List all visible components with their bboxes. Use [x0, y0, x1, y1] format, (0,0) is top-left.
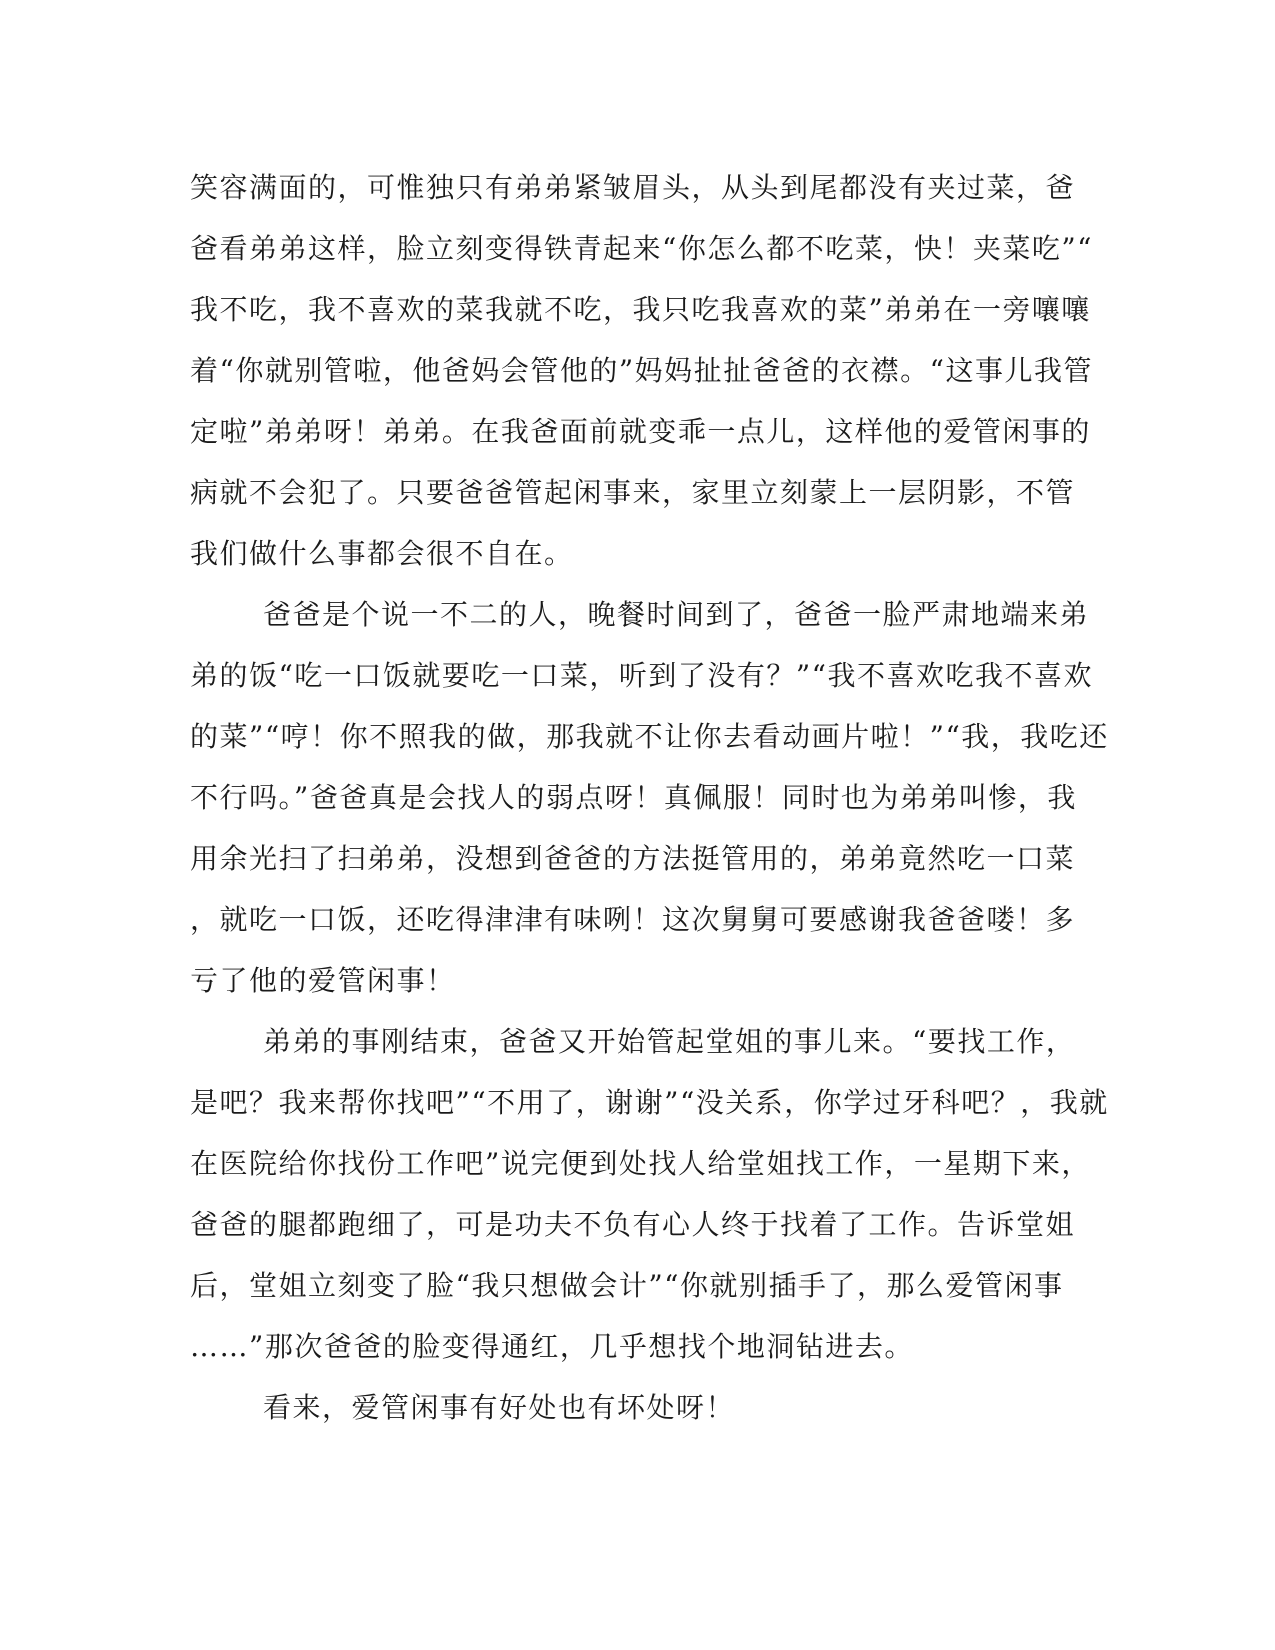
- text-line: 我不吃，我不喜欢的菜我就不吃，我只吃我喜欢的菜”弟弟在一旁嚷嚷: [190, 293, 1091, 326]
- text-line: 笑容满面的，可惟独只有弟弟紧皱眉头，从头到尾都没有夹过菜，爸: [190, 171, 1076, 204]
- paragraph-1: [190, 157, 1093, 584]
- text-line: 定啦”弟弟呀！弟弟。在我爸面前就变乖一点儿，这样他的爱管闲事的: [190, 415, 1091, 448]
- text-line: 的菜”“哼！你不照我的做，那我就不让你去看动画片啦！”“我，我吃还: [190, 720, 1109, 753]
- text-line: 弟弟的事刚结束，爸爸又开始管起堂姐的事儿来。“要找工作，: [263, 1025, 1076, 1058]
- paragraph-4: [190, 1377, 1090, 1438]
- text-line: 亏了他的爱管闲事！: [190, 964, 456, 997]
- text-line: 爸爸是个说一不二的人，晚餐时间到了，爸爸一脸严肃地端来弟: [263, 598, 1090, 631]
- text-line: 病就不会犯了。只要爸爸管起闲事来，家里立刻蒙上一层阴影，不管: [190, 476, 1076, 509]
- text-line: 后，堂姐立刻变了脸“我只想做会计”“你就别插手了，那么爱管闲事: [190, 1269, 1064, 1302]
- text-line: 是吧？我来帮你找吧”“不用了，谢谢”“没关系，你学过牙科吧？，我就: [190, 1086, 1109, 1119]
- text-line: 弟的饭“吃一口饭就要吃一口菜，听到了没有？”“我不喜欢吃我不喜欢: [190, 659, 1093, 692]
- text-line: 用余光扫了扫弟弟，没想到爸爸的方法挺管用的，弟弟竟然吃一口菜: [190, 842, 1076, 875]
- text-line: 不行吗。”爸爸真是会找人的弱点呀！真佩服！同时也为弟弟叫惨，我: [190, 781, 1077, 814]
- text-line: ，就吃一口饭，还吃得津津有味咧！这次舅舅可要感谢我爸爸喽！多: [190, 903, 1076, 936]
- paragraph-3: [190, 1011, 1109, 1377]
- text-line: ……”那次爸爸的脸变得通红，几乎想找个地洞钻进去。: [190, 1330, 914, 1363]
- text-line: 着“你就别管啦，他爸妈会管他的”妈妈扯扯爸爸的衣襟。“这事儿我管: [190, 354, 1093, 387]
- text-line: 爸看弟弟这样，脸立刻变得铁青起来“你怎么都不吃菜，快！夹菜吃”“: [190, 232, 1093, 265]
- paragraph-2: [190, 584, 1109, 1011]
- body-text: [190, 157, 1109, 1438]
- text-line: 爸爸的腿都跑细了，可是功夫不负有心人终于找着了工作。告诉堂姐: [190, 1208, 1076, 1241]
- text-line: 我们做什么事都会很不自在。: [190, 537, 574, 570]
- text-line: 看来，爱管闲事有好处也有坏处呀！: [263, 1391, 736, 1424]
- text-line: 在医院给你找份工作吧”说完便到处找人给堂姐找工作，一星期下来，: [190, 1147, 1091, 1180]
